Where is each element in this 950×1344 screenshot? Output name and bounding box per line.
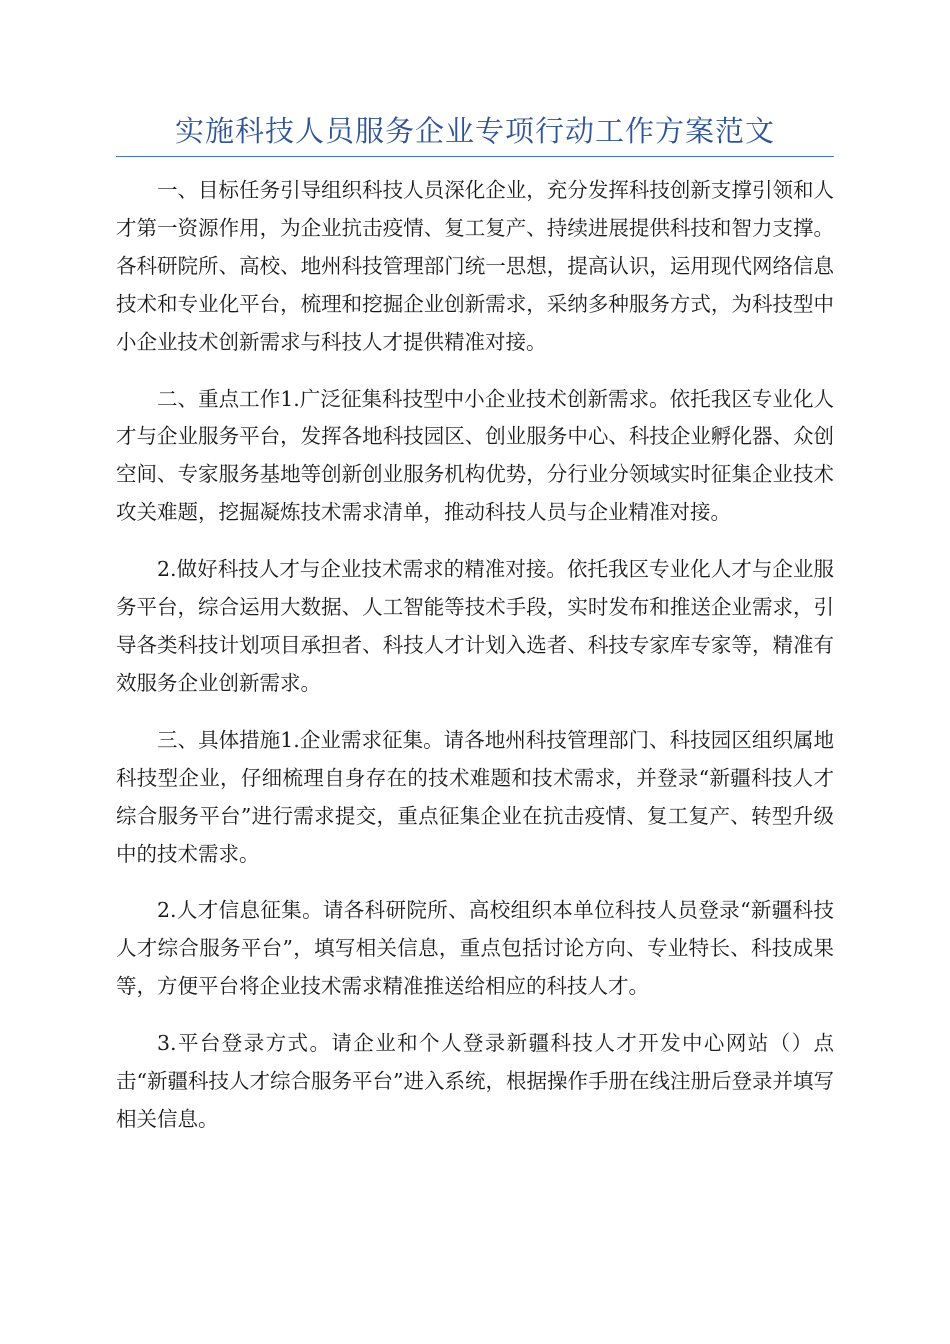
paragraph-6: 3.平台登录方式。请企业和个人登录新疆科技人才开发中心网站（）点击“新疆科技人才综合服务平台”进入系统，根据操作手册在线注册后登录并填写相关信息。 — [116, 1031, 834, 1131]
paragraph-4: 三、具体措施1.企业需求征集。请各地州科技管理部门、科技园区组织属地科技型企业，仔细梳理自身存在的技术难题和技术需求，并登录“新疆科技人才综合服务平台”进行需求提交，重点征集企业在抗击疫情、复工复产、转型升级中的技术需求。 — [116, 727, 834, 866]
paragraph-3: 2.做好科技人才与企业技术需求的精准对接。依托我区专业化人才与企业服务平台，综合运用大数据、人工智能等技术手段，实时发布和推送企业需求，引导各类科技计划项目承担者、科技人才计划入选者、科技专家库专家等，精准有效服务企业创新需求。 — [116, 557, 834, 695]
document-page — [116, 108, 834, 1158]
document-body — [116, 172, 834, 1139]
paragraph-5: 2.人才信息征集。请各科研院所、高校组织本单位科技人员登录“新疆科技人才综合服务平台”，填写相关信息，重点包括讨论方向、专业特长、科技成果等，方便平台将企业技术需求精准推送给相应的科技人才。 — [116, 898, 834, 999]
paragraph-2: 二、重点工作1.广泛征集科技型中小企业技术创新需求。依托我区专业化人才与企业服务平台，发挥各地科技园区、创业服务中心、科技企业孵化器、众创空间、专家服务基地等创新创业服务机构优势，分行业分领域实时征集企业技术攻关难题，挖掘凝炼技术需求清单，推动科技人员与企业精准对接。 — [116, 386, 834, 525]
document-title: 实施科技人员服务企业专项行动工作方案范文 — [116, 108, 834, 157]
paragraph-1: 一、目标任务引导组织科技人员深化企业，充分发挥科技创新支撑引领和人才第一资源作用，为企业抗击疫情、复工复产、持续进展提供科技和智力支撑。各科研院所、高校、地州科技管理部门统一思想，提高认识，运用现代网络信息技术和专业化平台，梳理和挖掘企业创新需求，采纳多种服务方式，为科技型中小企业技术创新需求与科技人才提供精准对接。 — [116, 178, 834, 354]
